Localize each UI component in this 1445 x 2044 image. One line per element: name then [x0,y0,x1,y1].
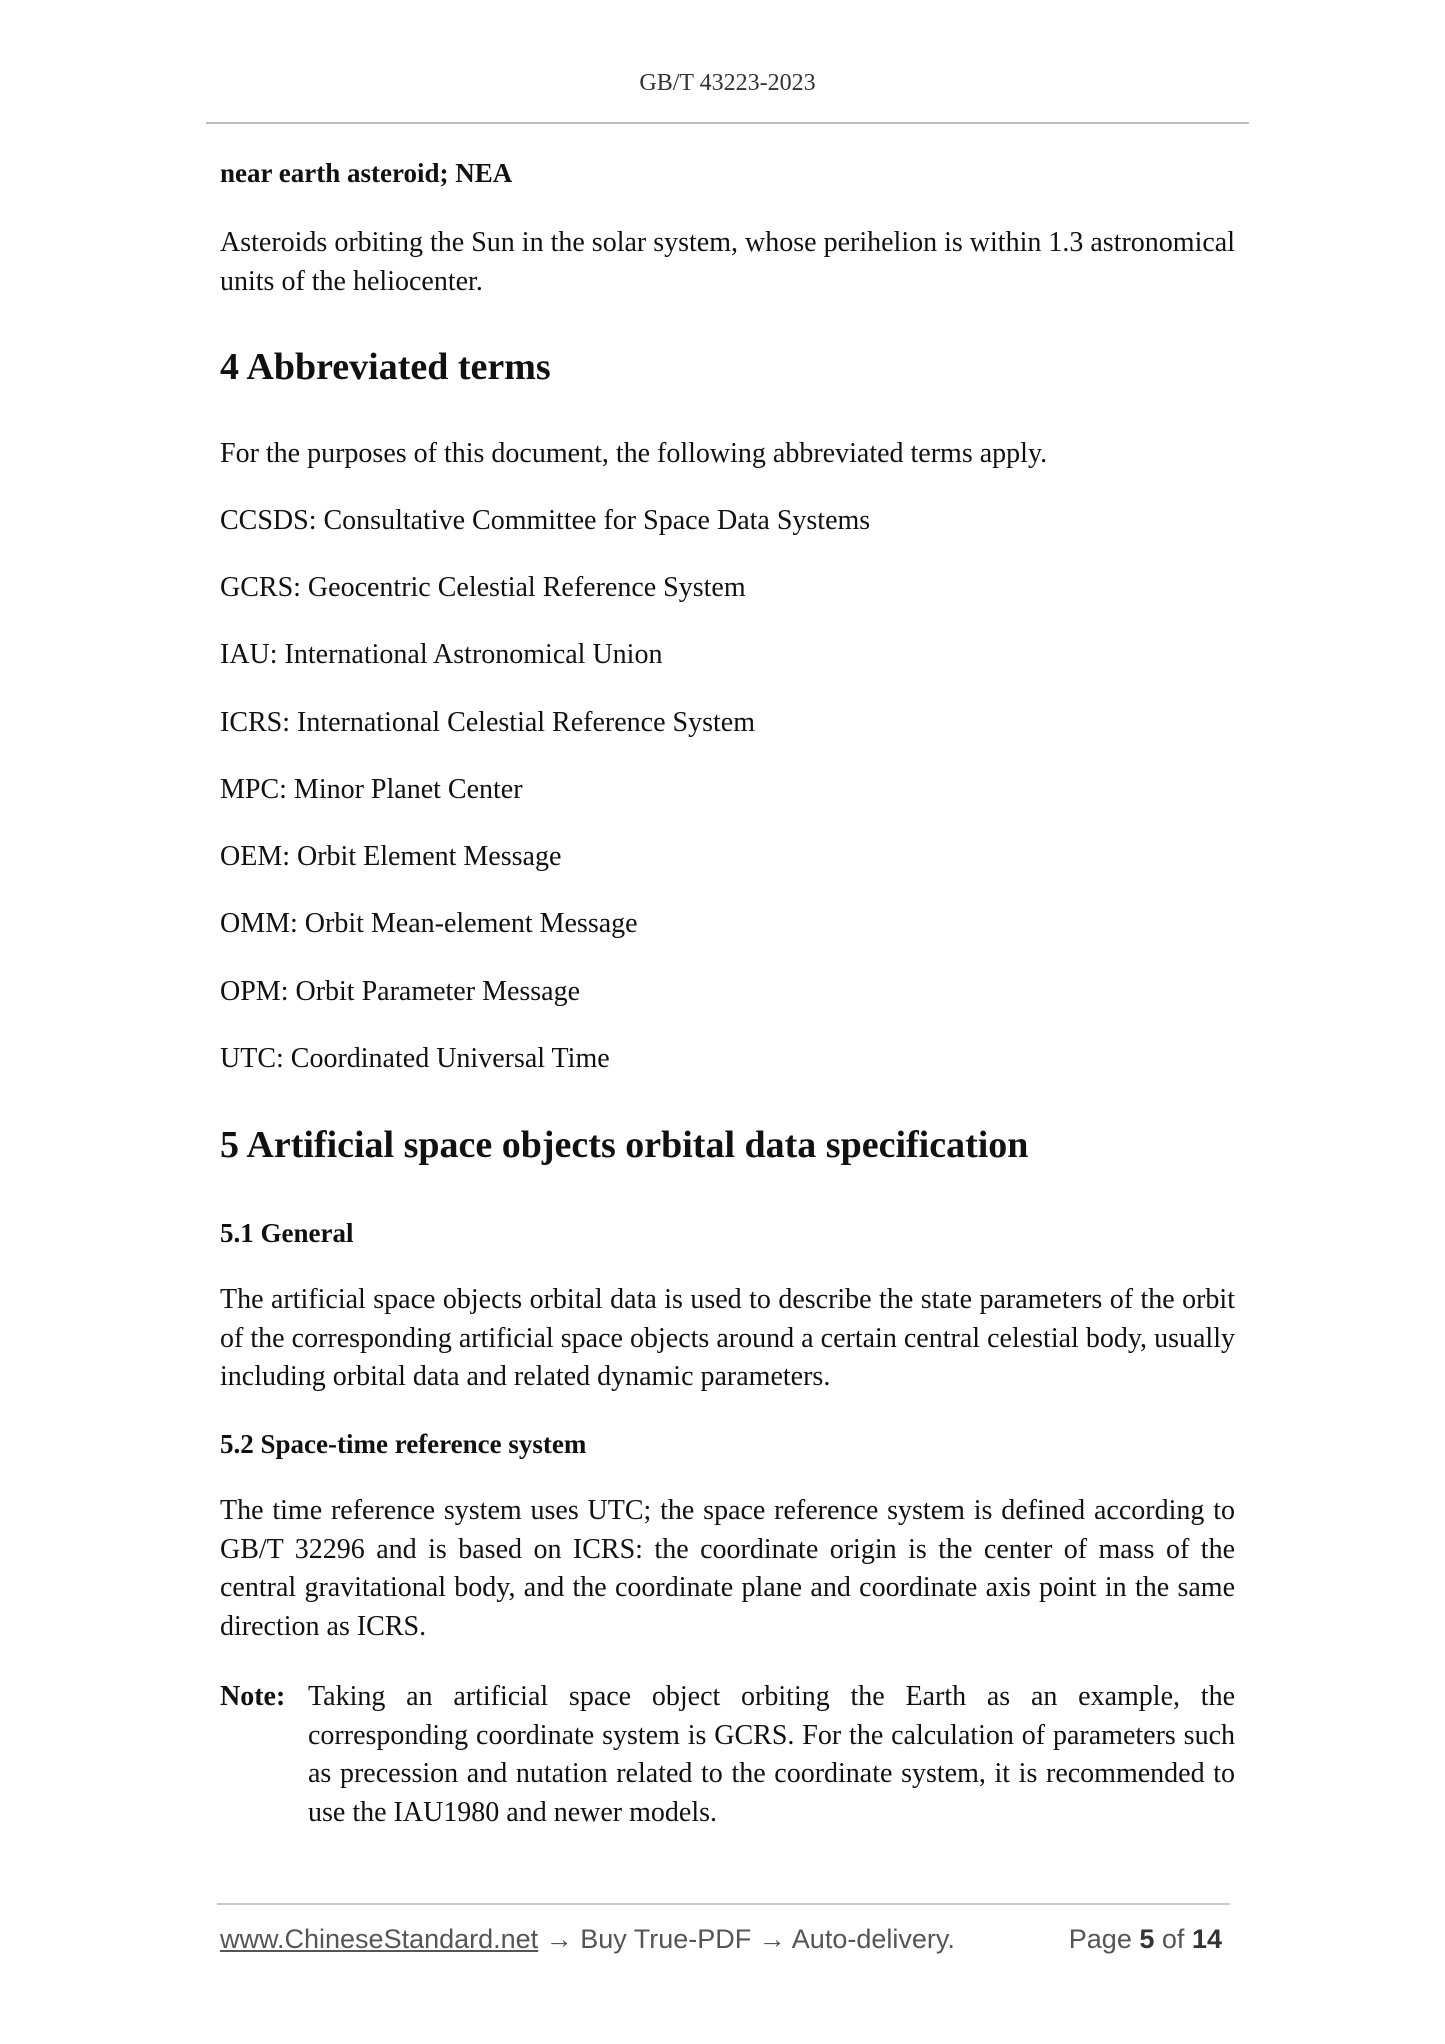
page-label: Page [1068,1924,1132,1954]
section-4-heading: 4 Abbreviated terms [220,346,551,388]
abbreviation-item: ICRS: International Celestial Reference System [220,707,755,738]
abbreviation-item: OMM: Orbit Mean-element Message [220,908,638,939]
section-5-2-heading: 5.2 Space-time reference system [220,1429,587,1459]
footer-divider [217,1903,1230,1905]
note-block [220,1678,1235,1832]
website-link[interactable]: www.ChineseStandard.net [220,1924,539,1954]
abbreviation-item: GCRS: Geocentric Celestial Reference System [220,572,746,603]
section-5-heading: 5 Artificial space objects orbital data specification [220,1124,1029,1166]
section-5-2-text: The time reference system uses UTC; the space reference system is defined according to GB/T 32296 and is based on ICRS: the coordinate origin is the center of mass of the central gravitational body, and the coordinate plane and coordinate axis point in the same direction as ICRS. [220,1495,1235,1642]
section-5-1-text: The artificial space objects orbital data is used to describe the state parameters of the orbit of the corresponding artificial space objects around a certain central celestial body, usually including orbital data and related dynamic parameters. [220,1284,1235,1392]
abbreviation-item: OEM: Orbit Element Message [220,841,562,872]
abbreviation-item: CCSDS: Consultative Committee for Space Data Systems [220,505,871,536]
page-of-label: of [1161,1924,1185,1954]
note-text: Taking an artificial space object orbiting the Earth as an example, the corresponding coordinate system is GCRS. For the calculation of parameters such as precession and nutation related to the coordinate system, it is recommended to use the IAU1980 and newer models. [308,1681,1235,1828]
section-5-1-heading: 5.1 General [220,1218,354,1248]
footer-promo [220,1924,955,1955]
document-header: GB/T 43223-2023 [639,70,816,96]
term-title: near earth asteroid; NEA [220,158,513,188]
section-4-intro: For the purposes of this document, the following abbreviated terms apply. [220,438,1048,469]
auto-delivery-text: Auto-delivery. [791,1924,955,1954]
buy-true-pdf-text: Buy True-PDF [580,1924,752,1954]
arrow-right-icon: → [545,1924,573,1954]
arrow-right-icon: → [758,1924,786,1954]
page-number [1069,1924,1222,1955]
abbreviation-item: OPM: Orbit Parameter Message [220,976,581,1007]
page-current: 5 [1139,1924,1155,1954]
note-label: Note: [220,1681,286,1712]
header-divider [206,122,1249,124]
abbreviation-item: MPC: Minor Planet Center [220,774,523,805]
page-total: 14 [1191,1924,1222,1954]
abbreviation-item: IAU: International Astronomical Union [220,639,663,670]
term-definition: Asteroids orbiting the Sun in the solar system, whose perihelion is within 1.3 astronomical units of the heliocenter. [220,227,1235,297]
abbreviation-item: UTC: Coordinated Universal Time [220,1043,610,1074]
